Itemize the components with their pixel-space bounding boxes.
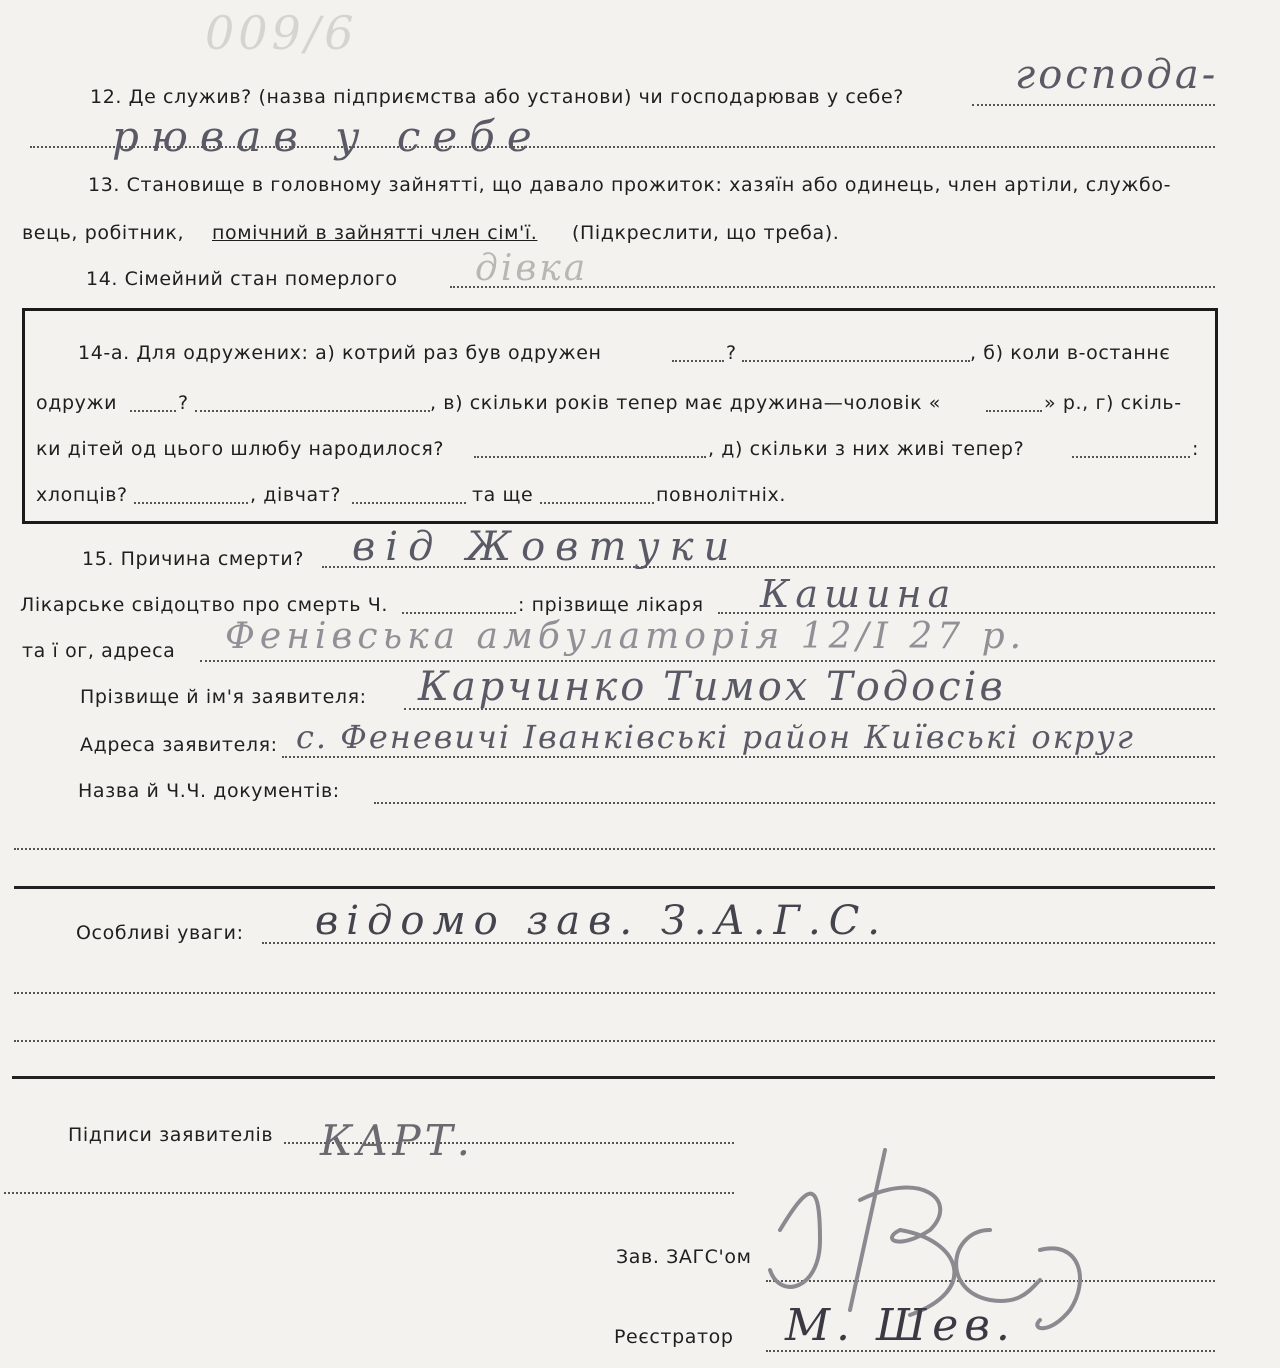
section-rule-2	[12, 1076, 1215, 1079]
documents-line-1	[374, 802, 1215, 804]
q14a-line-2b: , в) скільки років тепер має дружина—чоловік «	[430, 392, 942, 414]
q14a-dots-6	[474, 456, 706, 458]
q14a-line-2a: одружи	[36, 392, 118, 414]
q14a-box	[22, 308, 1218, 524]
remarks-answer: відомо зав. З.А.Г.С.	[315, 898, 889, 944]
q14a-q2: ?	[178, 392, 189, 414]
q14a-dots-1	[672, 360, 724, 362]
q14a-dots-8	[134, 502, 248, 504]
q14a-dots-3	[130, 410, 176, 412]
address-label: та ї ог, адреса	[22, 640, 176, 662]
medical-label-b: : прізвище лікаря	[518, 594, 704, 616]
faint-archive-number: 009/6	[205, 6, 358, 60]
registrar-label: Реєстратор	[614, 1326, 734, 1348]
applicant-address-line	[282, 756, 1215, 758]
q12-line-1	[972, 104, 1215, 106]
q14a-line-3b: , д) скільки з них живі тепер?	[708, 438, 1025, 460]
address-answer: Фенівська амбулаторія 12/І 27 р.	[225, 616, 1027, 657]
q13-line-2b: (Підкреслити, що треба).	[572, 222, 840, 244]
q14a-line-4b: , дівчат?	[250, 484, 342, 506]
remarks-line-3	[14, 1040, 1215, 1042]
q14a-line-2c: » р., г) скіль-	[1044, 392, 1182, 414]
q14a-line-4d: повнолітніх.	[656, 484, 786, 506]
q14a-dots-5	[986, 410, 1042, 412]
q14a-line-1b: , б) коли в-останнє	[970, 342, 1171, 364]
applicant-address-answer: с. Феневичі Іванківські район Київські округ	[296, 718, 1135, 756]
q14a-dots-7	[1072, 456, 1190, 458]
zags-label: Зав. ЗАГС'ом	[616, 1246, 752, 1268]
q14-label: 14. Сімейний стан померлого	[86, 268, 398, 290]
signatures-answer: КАРТ.	[320, 1116, 474, 1165]
q14a-line-4c: та ще	[472, 484, 534, 506]
q15-answer: від Жовтуки	[352, 524, 740, 570]
q13-line-1: 13. Становище в головному зайнятті, що давало прожиток: хазяїн або одинець, член артіли, службо-	[88, 174, 1172, 196]
q14a-dots-2	[742, 360, 970, 362]
signatures-line-2	[4, 1192, 734, 1194]
documents-line-2	[14, 848, 1215, 850]
medical-label-a: Лікарське свідоцтво про смерть Ч.	[20, 594, 388, 616]
q13-line-2a: вець, робітник,	[22, 222, 185, 244]
applicant-address-label: Адреса заявителя:	[80, 734, 278, 756]
q14a-line-3c: :	[1192, 438, 1200, 460]
signatures-label: Підписи заявителів	[68, 1124, 274, 1146]
documents-label: Назва й Ч.Ч. документів:	[78, 780, 340, 802]
applicant-label: Прізвище й ім'я заявителя:	[80, 686, 367, 708]
q14a-dots-4	[195, 410, 430, 412]
registrar-answer: М. Шев.	[785, 1300, 1016, 1351]
q12-answer-2: рював у себе	[112, 112, 544, 161]
q14a-line-1a: 14-а. Для одружених: а) котрий раз був одружен	[78, 342, 602, 364]
q12-label: 12. Де служив? (назва підприємства або установи) чи господарював у себе?	[90, 86, 904, 108]
q13-underlined: помічний в зайнятті член сім'ї.	[212, 222, 538, 244]
q14-answer: дівка	[475, 248, 589, 289]
q12-answer-1: господа-	[1015, 52, 1219, 98]
q14a-line-4a: хлопців?	[36, 484, 128, 506]
section-rule-1	[14, 886, 1215, 889]
medical-number-line	[402, 612, 516, 614]
remarks-line-2	[14, 992, 1215, 994]
address-line	[200, 660, 1215, 662]
remarks-label: Особливі уваги:	[76, 922, 244, 944]
q14a-line-3a: ки дітей од цього шлюбу народилося?	[36, 438, 445, 460]
doctor-name: Кашина	[760, 572, 957, 616]
applicant-answer: Карчинко Тимох Тодосів	[418, 664, 1006, 710]
q14a-q1: ?	[726, 342, 737, 364]
q14a-dots-9	[352, 502, 466, 504]
q15-label: 15. Причина смерти?	[82, 548, 305, 570]
q14a-dots-10	[540, 502, 654, 504]
